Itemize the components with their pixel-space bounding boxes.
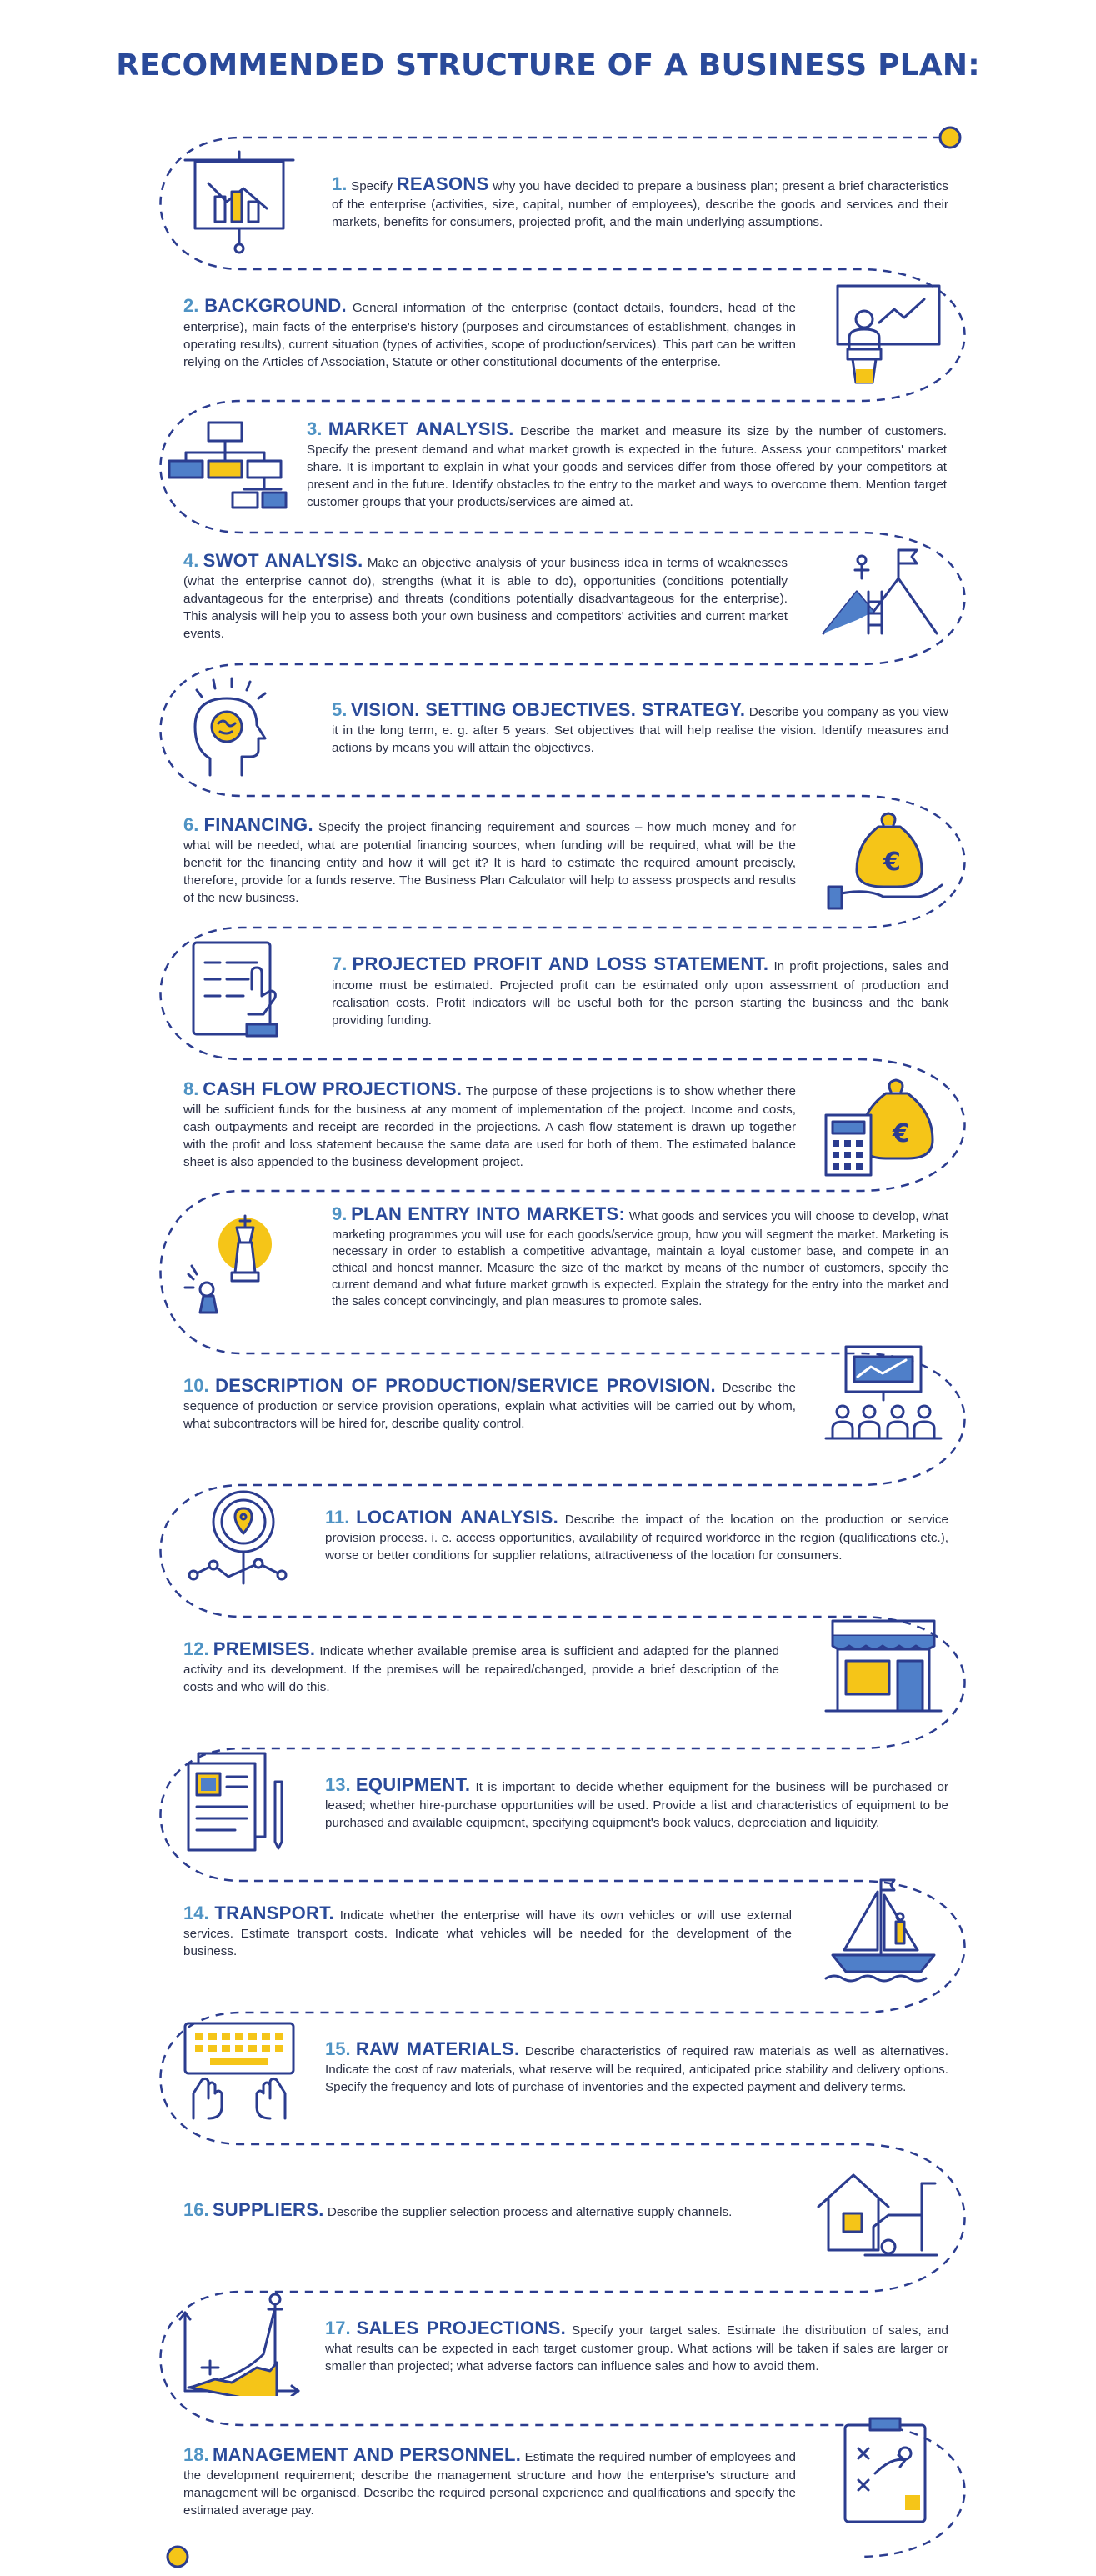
section-heading: BACKGROUND. — [204, 295, 347, 317]
strategy-clipboard-icon — [825, 2415, 950, 2523]
shopfront-icon — [821, 1613, 946, 1721]
section-11: 11. LOCATION ANALYSIS. Describe the impact of the location on the production or service provision process. i. e. access opportunities, availability of required workforce in the region (qualifications etc.), worse or better conditions for supplier relations, attractiveness of the location for consumers. — [325, 1506, 948, 1563]
section-heading: REASONS — [396, 173, 489, 194]
section-heading: CASH FLOW PROJECTIONS. — [203, 1078, 463, 1099]
svg-text:€: € — [893, 1119, 910, 1148]
section-12: 12. PREMISES. Indicate whether available premise area is sufficient and adapted for the planned activity and its development. If the premises will be repaired/changed, provide a brief description of the costs and who will do this. — [183, 1638, 779, 1695]
section-8: 8. CASH FLOW PROJECTIONS. The purpose of these projections is to show whether there will be sufficient funds for the business at any moment of implementation of the project. Income and costs, cash outpayments and receipt are recorded in the projections. A cash flow statement is drawn up together with the profit and loss statement because the same data are used for both of them. The estimated balance sheet is also appended to the business development project. — [183, 1078, 796, 1170]
head-brain-icon — [177, 675, 302, 783]
section-heading: RAW MATERIALS. — [355, 2038, 520, 2059]
section-heading: MARKET ANALYSIS. — [328, 418, 514, 439]
section-14: 14. TRANSPORT. Indicate whether the enterprise will have its own vehicles or will use external services. Estimate transport costs. Indicate what vehicles will be needed for the development of the business. — [183, 1902, 792, 1959]
calculator-money-bag-icon — [821, 1075, 946, 1183]
org-chart-icon — [163, 414, 288, 523]
document-hand-icon — [177, 938, 302, 1046]
section-13: 13. EQUIPMENT. It is important to decide whether equipment for the business will be purchased or leased; whether hire-purchase opportunities will be used. Provide a list and characteristics of equipment to be purchased and available equipment, specifying equipment's book values, depreciation and liquidity. — [325, 1773, 948, 1831]
page-title: RECOMMENDED STRUCTURE OF A BUSINESS PLAN: — [116, 48, 980, 83]
section-heading: MANAGEMENT AND PERSONNEL. — [213, 2443, 522, 2465]
path-end-dot — [168, 2547, 188, 2567]
magnifier-location-icon — [177, 1483, 302, 1592]
section-heading: PLAN ENTRY INTO MARKETS: — [351, 1203, 626, 1224]
section-15: 15. RAW MATERIALS. Describe characteristics of required raw materials as well as alternatives. Indicate the cost of raw materials, what reserve will be required, anticipated price stability and delivery options. Specify the frequency and lots of purchase of inventories and the expected payment and delivery terms. — [325, 2038, 948, 2095]
section-heading: DESCRIPTION OF PRODUCTION/SERVICE PROVISION. — [215, 1374, 716, 1396]
sailboat-icon — [821, 1875, 946, 1983]
section-5: 5. VISION. SETTING OBJECTIVES. STRATEGY. Describe you company as you view it in the long term, e. g. after 5 years. Set objectives that will help realise the vision. Identify measures and actions by means you will attain the objectives. — [332, 698, 948, 756]
section-18: 18. MANAGEMENT AND PERSONNEL. Estimate the required number of employees and the development requirement; describe the management structure and how the enterprise's structure and management will be organised. Describe the required personal experience and qualifications and specify the estimated average pay. — [183, 2443, 796, 2518]
section-heading: PROJECTED PROFIT AND LOSS STATEMENT. — [352, 953, 769, 975]
section-2: 2. BACKGROUND. General information of the enterprise (contact details, founders, head of the enterprise), main facts of the enterprise's history (purposes and circumstances of establishment, changes in operating results), current situation (types of activities, scope of production/services). This part can be written relying on the Articles of Association, Statute or other constitutional documents of the enterprise. — [183, 295, 796, 369]
team-board-icon — [821, 1342, 946, 1450]
chess-king-icon — [177, 1213, 302, 1321]
section-heading: SWOT ANALYSIS. — [203, 549, 363, 571]
money-bag-hand-icon — [825, 807, 950, 915]
section-heading: TRANSPORT. — [214, 1902, 334, 1923]
section-heading: LOCATION ANALYSIS. — [356, 1506, 558, 1528]
keyboard-hands-icon — [177, 2015, 302, 2123]
section-3: 3. MARKET ANALYSIS. Describe the market and measure its size by the number of customers. Specify the present demand and what market growth is expected in the future. Assess your competitors' market share. It is important to explain in what your goods and services differ from those offered by your competitors at present and in the future. Identify obstacles to the entry to the market and ways to overcome them. Mention target customer groups that your products/services are aimed at. — [307, 418, 947, 510]
section-1: 1. Specify REASONS why you have decided to prepare a business plan; present a brief characteristics of the enterprise (activities, size, capital, number of employees), describe the goods and services and their markets, benefits for consumers, projected profit, and the main underlying assumptions. — [332, 173, 948, 230]
section-6: 6. FINANCING. Specify the project financing requirement and sources – how much money and for what will be needed, what are potential financing sources, when funding will be required, what will be the benefit for the financing entity and how it will get it? It is hard to estimate the required amount precisely, therefore, provide for a funds reserve. The Business Plan Calculator will help to assess prospects and results of the new business. — [183, 813, 796, 906]
section-heading: FINANCING. — [203, 813, 313, 835]
section-heading: SUPPLIERS. — [212, 2198, 324, 2220]
section-9: 9. PLAN ENTRY INTO MARKETS: What goods and services you will choose to develop, what marketing programmes you will use for each goods/service group, how you will segment the market. Marketing is necessary in order to establish a competitive advantage, maintain a loyal customer base, and compete in an ethical and honest manner. Measure the size of the market by means of the number of customers, specify the current demand and what future market growth is expected. Explain the strategy for the entry into the market and the sales concept convincingly, and plan measures to promote sales. — [332, 1203, 948, 1309]
section-heading: SALES PROJECTIONS. — [356, 2317, 567, 2338]
section-4: 4. SWOT ANALYSIS. Make an objective analysis of your business idea in terms of weaknesses (what the enterprise cannot do), strengths (what it is able to do), opportunities (conditions potentially advantageous for the enterprise) and threats (conditions potentially disadvantageous for the enterprise). This analysis will help you to assess both your own business and competitors' activities and current market events. — [183, 549, 788, 642]
section-heading: VISION. SETTING OBJECTIVES. STRATEGY. — [350, 698, 746, 720]
mountain-flag-icon — [815, 542, 940, 650]
section-heading: PREMISES. — [213, 1638, 316, 1659]
svg-text:€: € — [883, 848, 901, 877]
section-heading: EQUIPMENT. — [355, 1773, 471, 1795]
house-car-icon — [815, 2158, 940, 2267]
documents-pen-icon — [177, 1748, 302, 1857]
section-17: 17. SALES PROJECTIONS. Specify your target sales. Estimate the distribution of sales, and what results can be expected in each target customer group. What actions will be taken if sales are larger or smaller than projected; what adverse factors can influence sales and how to avoid them. — [325, 2317, 948, 2374]
section-16: 16. SUPPLIERS. Describe the supplier selection process and alternative supply channels. — [183, 2198, 733, 2220]
section-10: 10. DESCRIPTION OF PRODUCTION/SERVICE PROVISION. Describe the sequence of production or service provision operations, explain what activities will be carried out by whom, what subcontractors will be hired for, describe quality control. — [183, 1374, 796, 1432]
presentation-chart-icon — [177, 150, 302, 258]
growth-graph-icon — [177, 2288, 302, 2396]
section-7: 7. PROJECTED PROFIT AND LOSS STATEMENT. In profit projections, sales and income must be estimated. Projected profit can be estimated only upon assessment of production and realisation costs. Profit indicators will be useful both for the person starting the business and the bank providing funding. — [332, 953, 948, 1028]
speaker-podium-icon — [821, 279, 946, 388]
